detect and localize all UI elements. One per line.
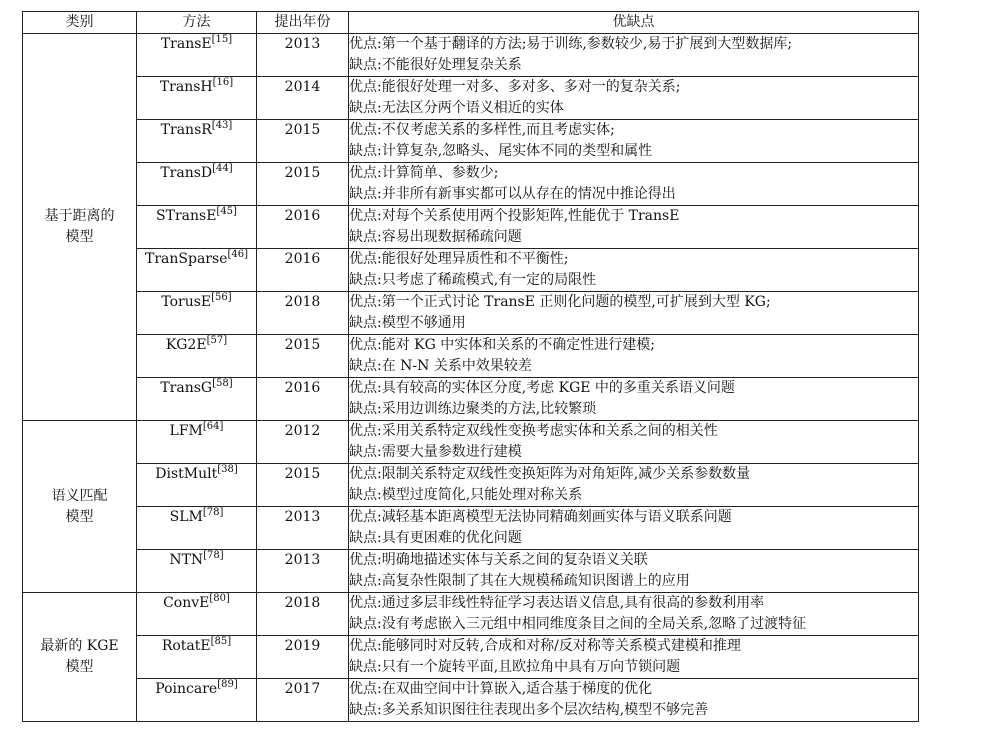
year-cell: 2015 — [257, 335, 349, 378]
pros-text: 优点:减轻基本距离模型无法协同精确刻画实体与语义联系问题 — [349, 509, 732, 525]
category-cell — [23, 593, 137, 722]
method-reference: [85] — [210, 636, 232, 647]
cons-text: 缺点:容易出现数据稀疏问题 — [349, 229, 522, 245]
pros-cons-cell — [349, 292, 919, 335]
method-cell-toruse — [137, 292, 257, 335]
pros-text: 优点:对每个关系使用两个投影矩阵,性能优于 TransE — [349, 208, 680, 224]
method-cell-transh — [137, 77, 257, 120]
year-cell: 2015 — [257, 120, 349, 163]
year-cell: 2013 — [257, 550, 349, 593]
cons-text: 缺点:在 N-N 关系中效果较差 — [349, 358, 532, 374]
pros-cons-cell — [349, 206, 919, 249]
table-row — [23, 679, 919, 722]
cons-text: 缺点:不能很好处理复杂关系 — [349, 57, 522, 73]
cons-text: 缺点:无法区分两个语义相近的实体 — [349, 100, 564, 116]
method-cell-poincare — [137, 679, 257, 722]
pros-text: 优点:能对 KG 中实体和关系的不确定性进行建模; — [349, 337, 655, 353]
category-cell — [23, 421, 137, 593]
pros-text: 优点:能很好处理一对多、多对多、多对一的复杂关系; — [349, 79, 681, 95]
pros-cons-cell — [349, 593, 919, 636]
pros-cons-cell — [349, 507, 919, 550]
method-reference: [44] — [212, 163, 233, 174]
pros-text: 优点:能够同时对反转,合成和对称/反对称等关系模式建模和推理 — [349, 638, 741, 654]
category-label-line2: 模型 — [65, 659, 94, 675]
pros-cons-cell — [349, 335, 919, 378]
cons-text: 缺点:具有更困难的优化问题 — [349, 530, 522, 546]
year-cell: 2016 — [257, 378, 349, 421]
method-reference: [15] — [211, 34, 233, 45]
year-cell: 2016 — [257, 206, 349, 249]
method-name: DistMult — [155, 466, 218, 482]
table-row — [23, 163, 919, 206]
method-cell-ntn — [137, 550, 257, 593]
table-row — [23, 292, 919, 335]
pros-text: 优点:通过多层非线性特征学习表达语义信息,具有很高的参数利用率 — [349, 595, 765, 611]
pros-cons-cell — [349, 249, 919, 292]
kge-comparison-table — [22, 11, 919, 722]
pros-text: 优点:能很好处理异质性和不平衡性; — [349, 251, 569, 267]
cons-text: 缺点:只有一个旋转平面,且欧拉角中具有万向节锁问题 — [349, 659, 681, 675]
cons-text: 缺点:并非所有新事实都可以从存在的情况中推论得出 — [349, 186, 676, 202]
category-label-line2: 模型 — [65, 229, 94, 245]
method-name: TransR — [160, 122, 212, 138]
method-cell-conve — [137, 593, 257, 636]
method-name: STransE — [156, 208, 217, 224]
method-reference: [64] — [202, 421, 224, 432]
year-cell: 2015 — [257, 464, 349, 507]
year-cell: 2017 — [257, 679, 349, 722]
cons-text: 缺点:没有考虑嵌入三元组中相同维度条目之间的全局关系,忽略了过渡特征 — [349, 616, 807, 632]
method-name: ConvE — [163, 595, 210, 611]
method-cell-transd — [137, 163, 257, 206]
pros-cons-cell — [349, 163, 919, 206]
pros-text: 优点:计算简单、参数少; — [349, 165, 499, 181]
pros-text: 优点:不仅考虑关系的多样性,而且考虑实体; — [349, 122, 615, 138]
pros-cons-cell — [349, 120, 919, 163]
pros-text: 优点:在双曲空间中计算嵌入,适合基于梯度的优化 — [349, 681, 653, 697]
year-cell: 2016 — [257, 249, 349, 292]
method-cell-transe — [137, 34, 257, 77]
cons-text: 缺点:高复杂性限制了其在大规模稀疏知识图谱上的应用 — [349, 573, 690, 589]
year-cell: 2013 — [257, 34, 349, 77]
header-year: 提出年份 — [257, 12, 349, 34]
table-row — [23, 593, 919, 636]
cons-text: 缺点:计算复杂,忽略头、尾实体不同的类型和属性 — [349, 143, 653, 159]
pros-cons-cell — [349, 34, 919, 77]
method-name: TorusE — [161, 294, 212, 310]
method-cell-slm — [137, 507, 257, 550]
pros-cons-cell — [349, 77, 919, 120]
year-cell: 2015 — [257, 163, 349, 206]
table-row — [23, 335, 919, 378]
method-name: TransH — [159, 79, 213, 95]
pros-cons-cell — [349, 636, 919, 679]
category-cell — [23, 34, 137, 421]
method-name: TranSparse — [145, 251, 228, 267]
method-name: TransG — [160, 380, 213, 396]
table-row — [23, 378, 919, 421]
pros-text: 优点:第一个基于翻译的方法;易于训练,参数较少,易于扩展到大型数据库; — [349, 36, 793, 52]
table-row — [23, 507, 919, 550]
method-name: LFM — [169, 423, 203, 439]
cons-text: 缺点:需要大量参数进行建模 — [349, 444, 522, 460]
pros-cons-cell — [349, 378, 919, 421]
method-cell-distmult — [137, 464, 257, 507]
method-reference: [16] — [212, 77, 234, 88]
table-row — [23, 464, 919, 507]
method-cell-rotate — [137, 636, 257, 679]
method-name: TransE — [160, 36, 212, 52]
category-label-line1: 语义匹配 — [51, 487, 108, 504]
method-reference: [46] — [227, 249, 248, 260]
table-row — [23, 421, 919, 464]
method-name: TransD — [160, 165, 213, 181]
cons-text: 缺点:只考虑了稀疏模式,有一定的局限性 — [349, 272, 597, 288]
category-label-line1: 基于距离的 — [44, 208, 115, 224]
method-cell-stranse — [137, 206, 257, 249]
method-name: SLM — [169, 509, 203, 525]
pros-cons-cell — [349, 464, 919, 507]
pros-text: 优点:采用关系特定双线性变换考虑实体和关系之间的相关性 — [349, 423, 718, 439]
method-name: KG2E — [165, 337, 207, 353]
pros-cons-cell — [349, 679, 919, 722]
pros-text: 优点:具有较高的实体区分度,考虑 KGE 中的多重关系语义问题 — [349, 380, 735, 396]
pros-text: 优点:明确地描述实体与关系之间的复杂语义关联 — [349, 552, 648, 568]
method-reference: [78] — [202, 507, 224, 518]
header-method: 方法 — [137, 12, 257, 34]
method-reference: [80] — [209, 593, 230, 604]
method-reference: [43] — [211, 120, 233, 131]
method-reference: [45] — [216, 206, 237, 217]
cons-text: 缺点:模型不够通用 — [349, 315, 466, 331]
method-reference: [89] — [217, 679, 238, 690]
cons-text: 缺点:多关系知识图往往表现出多个层次结构,模型不够完善 — [349, 702, 709, 718]
method-reference: [56] — [211, 292, 232, 303]
table-row — [23, 550, 919, 593]
cons-text: 缺点:模型过度简化,只能处理对称关系 — [349, 487, 583, 503]
method-name: RotatE — [161, 638, 211, 654]
year-cell: 2019 — [257, 636, 349, 679]
header-category: 类别 — [23, 12, 137, 34]
year-cell: 2014 — [257, 77, 349, 120]
year-cell: 2018 — [257, 292, 349, 335]
table-row — [23, 120, 919, 163]
pros-cons-cell — [349, 421, 919, 464]
pros-text: 优点:第一个正式讨论 TransE 正则化问题的模型,可扩展到大型 KG; — [349, 294, 771, 310]
year-cell: 2012 — [257, 421, 349, 464]
table-row — [23, 206, 919, 249]
header-desc: 优缺点 — [349, 12, 919, 34]
year-cell: 2013 — [257, 507, 349, 550]
cons-text: 缺点:采用边训练边聚类的方法,比较繁琐 — [349, 401, 597, 417]
method-reference: [38] — [217, 464, 238, 475]
table-row — [23, 77, 919, 120]
method-cell-lfm — [137, 421, 257, 464]
method-cell-kg2e — [137, 335, 257, 378]
method-name: Poincare — [155, 681, 218, 697]
year-cell: 2018 — [257, 593, 349, 636]
table-body — [23, 34, 919, 722]
method-cell-transr — [137, 120, 257, 163]
table-row — [23, 636, 919, 679]
table-row — [23, 34, 919, 77]
method-reference: [78] — [203, 550, 224, 561]
category-label-line1: 最新的 KGE — [40, 638, 119, 654]
category-label-line2: 模型 — [65, 508, 94, 525]
method-cell-transparse — [137, 249, 257, 292]
table-row — [23, 249, 919, 292]
method-cell-transg — [137, 378, 257, 421]
pros-text: 优点:限制关系特定双线性变换矩阵为对角矩阵,减少关系参数数量 — [349, 466, 751, 482]
method-name: NTN — [169, 552, 204, 568]
header-row — [23, 12, 919, 34]
pros-cons-cell — [349, 550, 919, 593]
method-reference: [57] — [206, 335, 228, 346]
method-reference: [58] — [212, 378, 233, 389]
